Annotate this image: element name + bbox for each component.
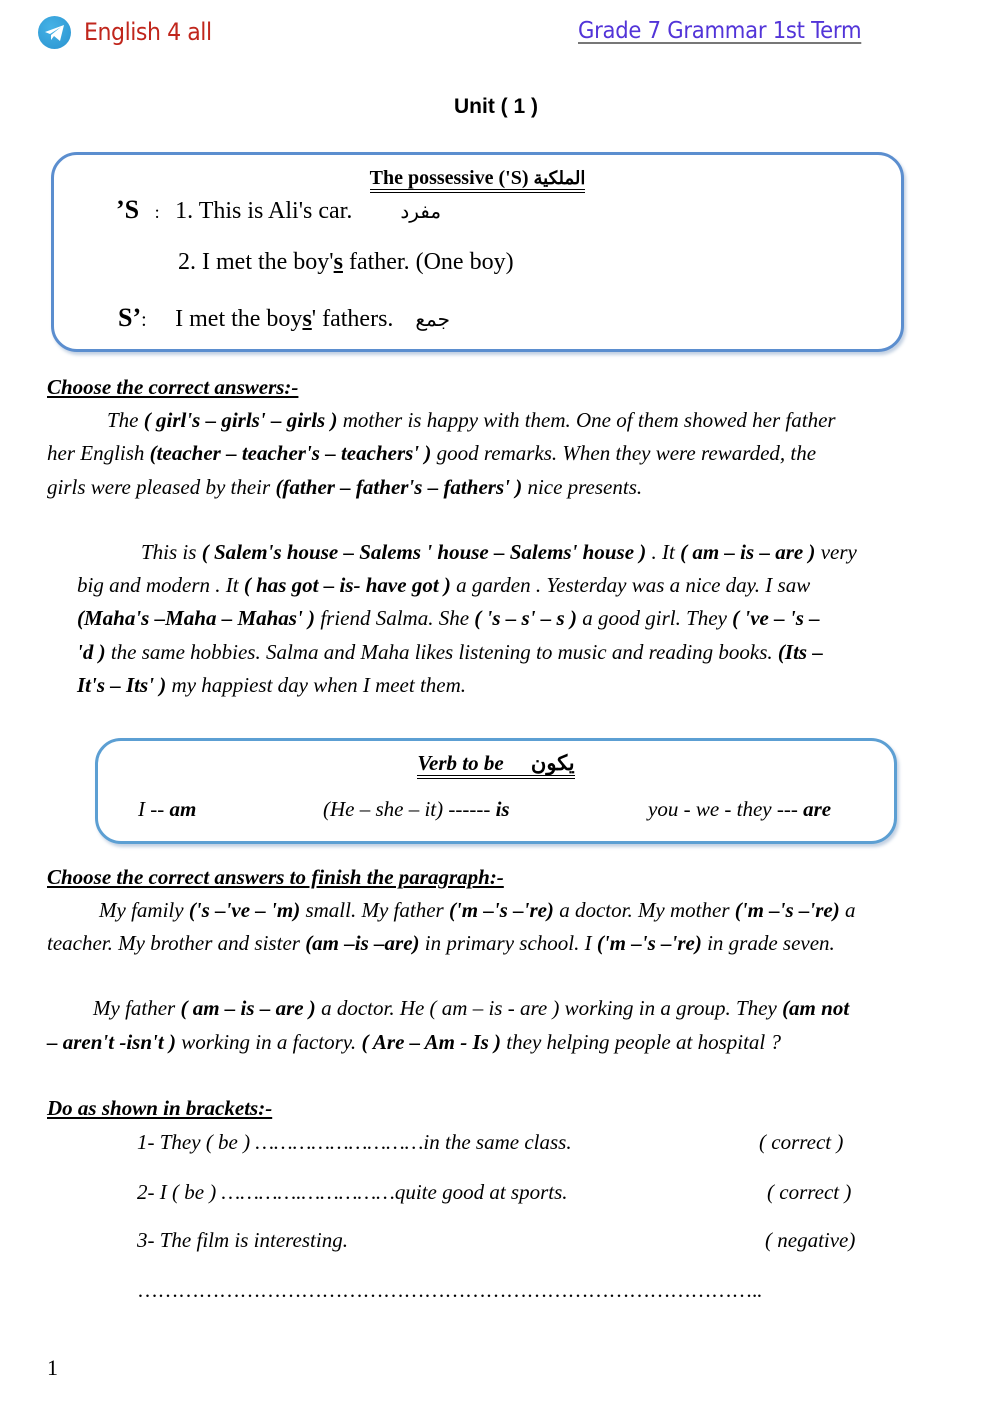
possessive-box-title xyxy=(54,167,901,190)
paragraph-line: – aren't -isn't ) working in a factory. ( Are – Am - Is ) they helping people at hospital ? xyxy=(47,1030,781,1054)
possessive-title-ar: الملكية xyxy=(533,168,586,188)
exercise-item-1: 1- They ( be ) ………………………in the same class. xyxy=(137,1130,572,1154)
possessive-rule-box xyxy=(51,152,904,352)
verb-item-are: you - we - they --- are xyxy=(648,797,832,821)
paragraph-line: girls were pleased by their (father – father's – fathers' ) nice presents. xyxy=(47,475,643,499)
exercise-instruction-1: ( correct ) xyxy=(759,1130,844,1154)
possessive-example: 1. This is Ali's car. xyxy=(175,198,353,224)
verb-title-en: Verb to be xyxy=(417,751,504,775)
paragraph-line: big and modern . It ( has got – is- have got ) a garden . Yesterday was a nice day. I saw xyxy=(77,573,811,597)
section2-heading: Choose the correct answers to finish the paragraph:- xyxy=(47,865,504,889)
section3-heading: Do as shown in brackets:- xyxy=(47,1096,273,1120)
verb-item-is: (He – she – it) ------ is xyxy=(323,797,510,821)
verb-item-am: I -- am xyxy=(138,797,197,821)
paragraph-line: It's – Its' ) my happiest day when I meet them. xyxy=(77,673,467,697)
answer-line[interactable]: ……………………………………………………………………………….. xyxy=(137,1278,762,1302)
exercise-instruction-3: ( negative) xyxy=(765,1228,856,1252)
exercise-item-2: 2- I ( be ) ………….……………quite good at sports. xyxy=(137,1180,568,1204)
page-number: 1 xyxy=(47,1355,58,1380)
possessive-row-3: S’: I met the boys' fathers. جمع xyxy=(118,303,450,332)
paragraph-line: (Maha's –Maha – Mahas' ) friend Salma. She ( 's – s' – s ) a good girl. They ( 've – 's – xyxy=(77,606,820,630)
paragraph-line: The ( girl's – girls' – girls ) mother is happy with them. One of them showed her father xyxy=(107,408,836,432)
brand-name: English 4 all xyxy=(84,18,212,46)
verb-title-ar: يكون xyxy=(530,751,575,775)
paragraph-line: My father ( am – is – are ) a doctor. He ( am – is - are ) working in a group. They (am not xyxy=(93,996,850,1020)
paragraph-line: My family ('s –'ve – 'm) small. My father ('m –'s –'re) a doctor. My mother ('m –'s –'re) a xyxy=(99,898,856,922)
paragraph-line: her English (teacher – teacher's – teachers' ) good remarks. When they were rewarded, the xyxy=(47,441,817,465)
document-title-link[interactable]: Grade 7 Grammar 1st Term xyxy=(578,18,862,44)
verb-box-title xyxy=(98,751,894,776)
exercise-item-3: 3- The film is interesting. xyxy=(137,1228,348,1252)
arabic-label-singular: مفرد xyxy=(400,201,442,223)
possessive-mark: S’ xyxy=(118,303,142,332)
telegram-icon xyxy=(38,16,71,49)
arabic-label-plural: جمع xyxy=(415,309,450,331)
paragraph-line: teacher. My brother and sister (am –is –are) in primary school. I ('m –'s –'re) in grade seven. xyxy=(47,931,835,955)
verb-to-be-box xyxy=(95,738,897,844)
possessive-row-1: ’S : 1. This is Ali's car. مفرد xyxy=(116,195,442,224)
unit-title: Unit ( 1 ) xyxy=(454,95,538,118)
possessive-mark: ’S xyxy=(116,195,140,224)
possessive-row-2: 2. I met the boy's father. (One boy) xyxy=(178,249,514,275)
exercise-instruction-2: ( correct ) xyxy=(767,1180,852,1204)
paragraph-line: This is ( Salem's house – Salems ' house – Salems' house ) . It ( am – is – are ) very xyxy=(141,540,857,564)
section1-heading: Choose the correct answers:- xyxy=(47,375,299,399)
possessive-title-en: The possessive ('S) xyxy=(369,167,529,189)
paragraph-line: 'd ) the same hobbies. Salma and Maha likes listening to music and reading books. (Its – xyxy=(77,640,823,664)
